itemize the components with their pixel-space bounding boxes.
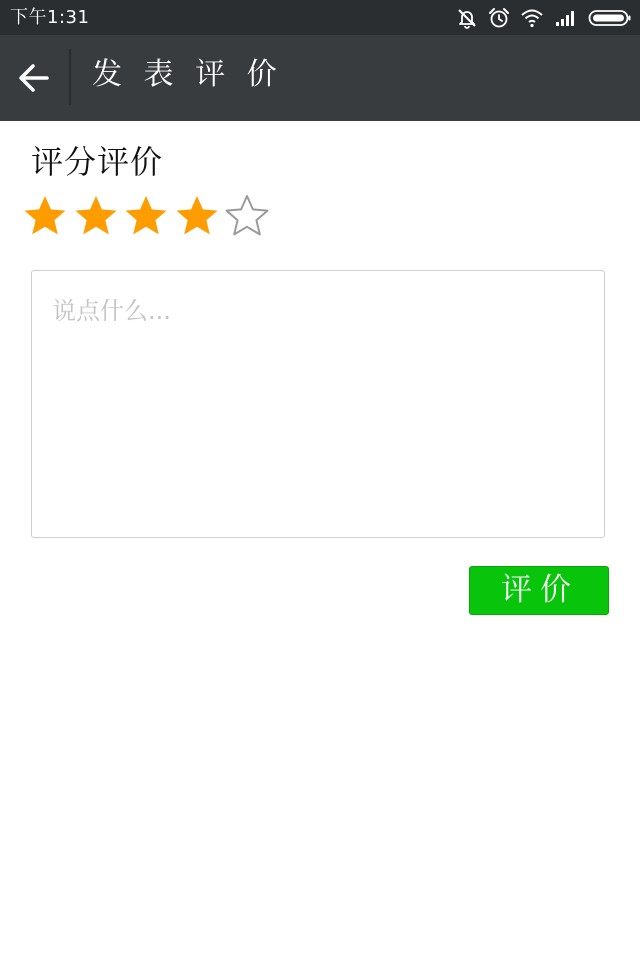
rating-heading: 评分评价 [31, 143, 164, 181]
star-empty-icon[interactable] [224, 193, 270, 239]
mute-icon [456, 7, 478, 29]
status-time: 下午1:31 [10, 7, 90, 28]
battery-icon [588, 7, 632, 29]
comment-input[interactable] [32, 271, 604, 537]
page-title: 发 表 评 价 [92, 57, 283, 92]
star-filled-icon[interactable] [174, 193, 220, 239]
star-filled-icon[interactable] [123, 193, 169, 239]
back-button[interactable] [0, 35, 68, 121]
status-icons [446, 7, 632, 29]
status-bar [0, 0, 640, 35]
arrow-left-icon [17, 61, 51, 95]
signal-icon [554, 7, 578, 29]
alarm-icon [488, 7, 510, 29]
comment-box [31, 270, 605, 538]
star-filled-icon[interactable] [22, 193, 68, 239]
app-bar [0, 35, 640, 121]
wifi-icon [520, 7, 544, 29]
submit-review-button[interactable]: 评价 [469, 566, 609, 615]
star-rating [22, 193, 275, 239]
star-filled-icon[interactable] [73, 193, 119, 239]
app-bar-divider [69, 49, 71, 105]
